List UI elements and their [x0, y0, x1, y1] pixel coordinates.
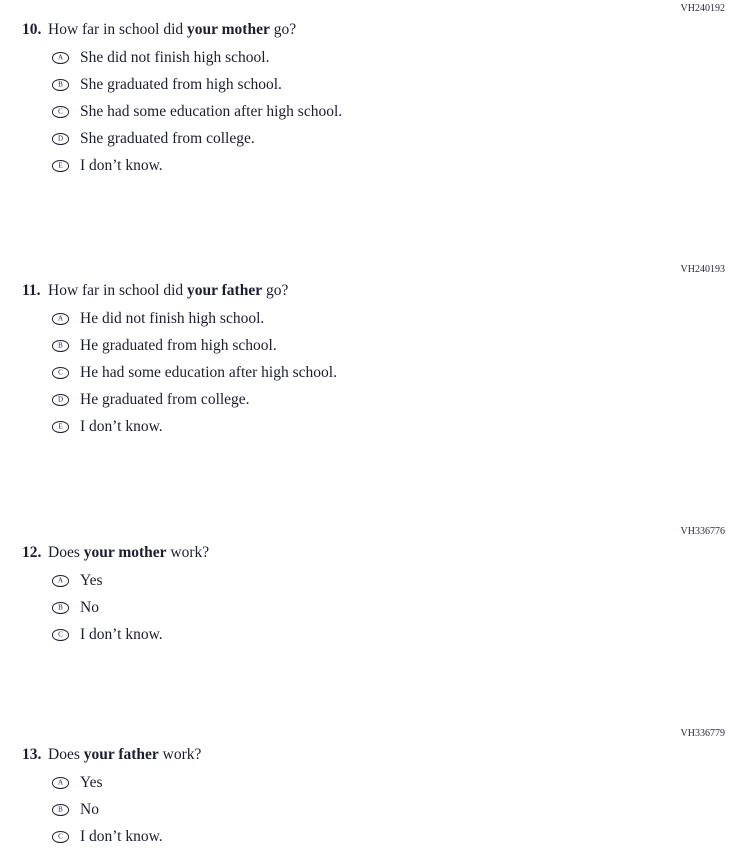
answer-bubble-icon[interactable] [52, 160, 69, 172]
prompt-segment-bold: your mother [83, 544, 167, 561]
answer-bubble-letter: A [57, 53, 64, 61]
answer-bubble-letter: A [57, 314, 64, 322]
answer-option-label: She did not finish high school. [80, 49, 270, 66]
answer-bubble-icon[interactable] [52, 394, 69, 406]
answer-option-label: She graduated from college. [80, 130, 255, 147]
answer-bubble-letter: B [58, 80, 63, 88]
answer-bubble-icon[interactable] [52, 133, 69, 145]
answer-option-row [52, 829, 731, 845]
question-prompt [48, 21, 296, 39]
answer-option-row [52, 600, 731, 616]
answer-bubble-icon[interactable] [52, 106, 69, 118]
answer-option-label: He graduated from high school. [80, 337, 277, 354]
answer-option-row [52, 802, 731, 818]
answer-option-row [52, 365, 731, 381]
question-prompt [48, 746, 201, 764]
question-block [0, 526, 731, 654]
answer-bubble-icon[interactable] [52, 575, 69, 587]
answer-option-row [52, 77, 731, 93]
question-line [0, 746, 731, 764]
answer-bubble-letter: C [58, 630, 63, 638]
prompt-segment-bold: your father [83, 746, 159, 763]
options-list [52, 311, 731, 435]
answer-bubble-icon[interactable] [52, 602, 69, 614]
answer-option-row [52, 50, 731, 66]
answer-option-row [52, 573, 731, 589]
answer-bubble-icon[interactable] [52, 804, 69, 816]
prompt-segment: go? [262, 282, 289, 299]
answer-bubble-letter: C [58, 368, 63, 376]
answer-option-label: She had some education after high school. [80, 103, 343, 120]
answer-option-row [52, 775, 731, 791]
answer-option-label: No [80, 599, 99, 616]
answer-bubble-icon[interactable] [52, 629, 69, 641]
question-number: 10. [22, 21, 42, 38]
answer-bubble-letter: B [58, 341, 63, 349]
prompt-segment: How far in school did [48, 21, 188, 38]
answer-option-label: I don’t know. [80, 626, 163, 643]
question-number: 12. [22, 544, 42, 561]
question-line [0, 21, 731, 39]
answer-option-label: He had some education after high school. [80, 364, 337, 381]
answer-option-label: He did not finish high school. [80, 310, 265, 327]
question-prompt [48, 282, 288, 300]
answer-bubble-icon[interactable] [52, 367, 69, 379]
options-list [52, 573, 731, 643]
answer-bubble-letter: D [57, 134, 64, 142]
question-prompt [48, 544, 209, 562]
answer-option-row [52, 158, 731, 174]
question-line [0, 544, 731, 562]
answer-bubble-letter: C [58, 107, 63, 115]
prompt-segment: Does [48, 746, 84, 763]
answer-bubble-letter: A [57, 576, 64, 584]
answer-bubble-letter: E [58, 422, 63, 430]
prompt-segment-bold: your father [187, 282, 263, 299]
answer-bubble-letter: C [58, 832, 63, 840]
accession-code: VH240193 [680, 264, 725, 275]
answer-bubble-icon[interactable] [52, 313, 69, 325]
question-block [0, 3, 731, 185]
answer-option-label: No [80, 801, 99, 818]
options-list [52, 50, 731, 174]
prompt-segment: How far in school did [48, 282, 188, 299]
answer-bubble-icon[interactable] [52, 340, 69, 352]
accession-code: VH336776 [680, 526, 725, 537]
answer-option-row [52, 104, 731, 120]
accession-code: VH240192 [680, 3, 725, 14]
answer-bubble-icon[interactable] [52, 52, 69, 64]
answer-bubble-letter: B [58, 603, 63, 611]
answer-option-row [52, 131, 731, 147]
prompt-segment: Does [48, 544, 84, 561]
prompt-segment: work? [158, 746, 202, 763]
answer-option-row [52, 338, 731, 354]
answer-bubble-letter: D [57, 395, 64, 403]
answer-option-row [52, 627, 731, 643]
question-line [0, 282, 731, 300]
answer-option-label: I don’t know. [80, 418, 163, 435]
question-block [0, 728, 731, 856]
question-block [0, 264, 731, 446]
answer-bubble-letter: E [58, 161, 63, 169]
answer-option-label: I don’t know. [80, 157, 163, 174]
answer-option-row [52, 311, 731, 327]
answer-option-row [52, 392, 731, 408]
answer-option-label: Yes [80, 572, 103, 589]
answer-option-label: He graduated from college. [80, 391, 250, 408]
answer-bubble-letter: A [57, 778, 64, 786]
answer-option-row [52, 419, 731, 435]
question-number: 11. [22, 282, 41, 299]
answer-bubble-icon[interactable] [52, 79, 69, 91]
answer-option-label: I don’t know. [80, 828, 163, 845]
answer-option-label: She graduated from high school. [80, 76, 282, 93]
answer-bubble-icon[interactable] [52, 777, 69, 789]
answer-bubble-letter: B [58, 805, 63, 813]
prompt-segment: go? [269, 21, 297, 38]
options-list [52, 775, 731, 845]
answer-option-label: Yes [80, 774, 103, 791]
question-number: 13. [22, 746, 42, 763]
prompt-segment: work? [166, 544, 210, 561]
answer-bubble-icon[interactable] [52, 421, 69, 433]
prompt-segment-bold: your mother [187, 21, 270, 38]
answer-bubble-icon[interactable] [52, 831, 69, 843]
accession-code: VH336779 [680, 728, 725, 739]
